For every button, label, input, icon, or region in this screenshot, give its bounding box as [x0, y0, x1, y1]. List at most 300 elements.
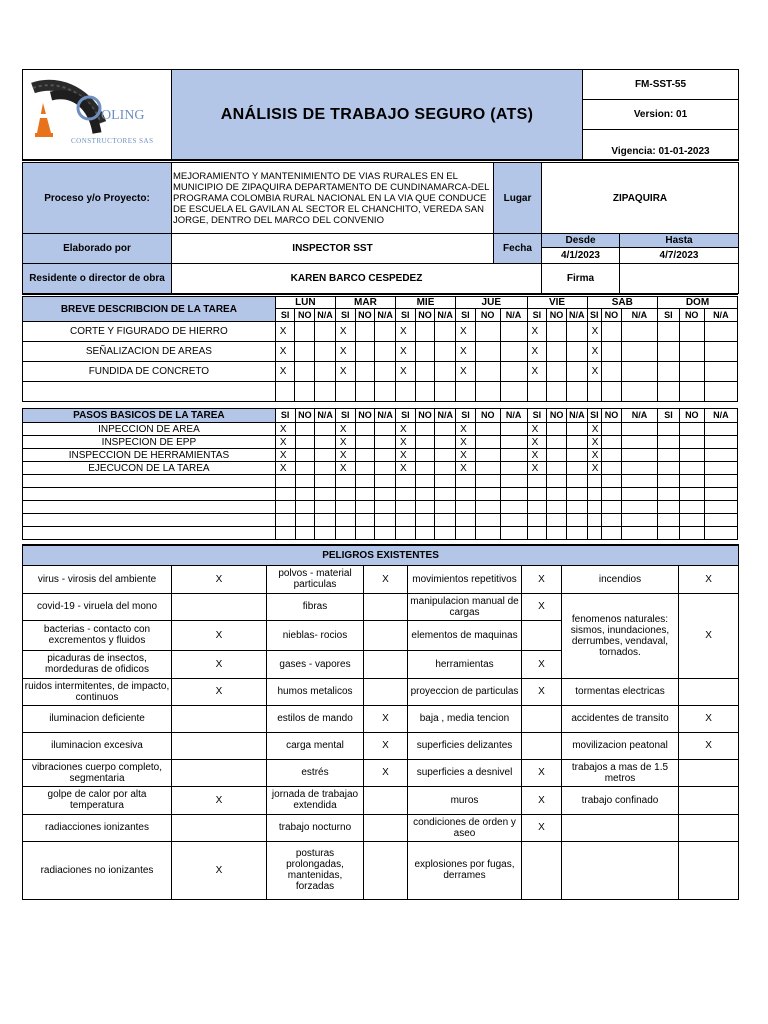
mark-cell[interactable]	[315, 501, 336, 514]
mark-cell[interactable]	[500, 501, 527, 514]
mark-cell[interactable]	[355, 527, 375, 540]
mark-cell[interactable]	[621, 322, 657, 342]
mark-cell[interactable]	[500, 342, 527, 362]
mark-cell[interactable]	[704, 423, 737, 436]
hazard-mark[interactable]: X	[172, 786, 267, 814]
mark-cell[interactable]	[527, 382, 547, 402]
mark-cell[interactable]	[621, 449, 657, 462]
mark-cell[interactable]	[295, 322, 315, 342]
mark-cell[interactable]	[475, 488, 500, 501]
mark-cell[interactable]	[475, 527, 500, 540]
mark-cell[interactable]	[704, 527, 737, 540]
mark-cell[interactable]: X	[456, 423, 476, 436]
mark-cell[interactable]: X	[396, 449, 416, 462]
mark-cell[interactable]	[335, 514, 355, 527]
mark-cell[interactable]: X	[396, 423, 416, 436]
mark-cell[interactable]	[295, 488, 315, 501]
mark-cell[interactable]	[375, 462, 396, 475]
mark-cell[interactable]	[602, 322, 622, 342]
mark-cell[interactable]	[415, 322, 435, 342]
hazard-mark[interactable]	[172, 705, 267, 732]
mark-cell[interactable]	[658, 342, 680, 362]
mark-cell[interactable]	[602, 436, 622, 449]
hazard-mark[interactable]	[679, 841, 739, 899]
mark-cell[interactable]: X	[456, 322, 476, 342]
mark-cell[interactable]	[679, 475, 704, 488]
mark-cell[interactable]: X	[527, 362, 547, 382]
mark-cell[interactable]: X	[335, 449, 355, 462]
mark-cell[interactable]	[679, 423, 704, 436]
mark-cell[interactable]	[415, 488, 435, 501]
hazard-mark[interactable]	[364, 678, 408, 705]
mark-cell[interactable]	[621, 382, 657, 402]
mark-cell[interactable]: X	[527, 423, 547, 436]
mark-cell[interactable]	[475, 382, 500, 402]
mark-cell[interactable]	[456, 488, 476, 501]
mark-cell[interactable]	[566, 423, 587, 436]
hazard-mark[interactable]: X	[364, 759, 408, 786]
mark-cell[interactable]	[566, 449, 587, 462]
mark-cell[interactable]	[475, 342, 500, 362]
mark-cell[interactable]	[475, 449, 500, 462]
hazard-mark[interactable]: X	[522, 593, 562, 620]
hazard-mark[interactable]	[679, 814, 739, 841]
mark-cell[interactable]	[704, 501, 737, 514]
mark-cell[interactable]	[566, 382, 587, 402]
mark-cell[interactable]	[547, 342, 567, 362]
mark-cell[interactable]	[500, 449, 527, 462]
mark-cell[interactable]	[566, 501, 587, 514]
mark-cell[interactable]	[621, 423, 657, 436]
mark-cell[interactable]	[295, 501, 315, 514]
mark-cell[interactable]	[704, 362, 737, 382]
mark-cell[interactable]: X	[275, 342, 295, 362]
hazard-mark[interactable]: X	[364, 565, 408, 593]
mark-cell[interactable]	[315, 475, 336, 488]
mark-cell[interactable]	[395, 382, 415, 402]
mark-cell[interactable]: X	[527, 322, 547, 342]
mark-cell[interactable]	[475, 475, 500, 488]
mark-cell[interactable]	[679, 322, 704, 342]
mark-cell[interactable]	[704, 488, 737, 501]
mark-cell[interactable]: X	[396, 462, 416, 475]
mark-cell[interactable]: X	[527, 462, 547, 475]
mark-cell[interactable]	[415, 423, 435, 436]
mark-cell[interactable]	[456, 514, 476, 527]
mark-cell[interactable]	[415, 362, 435, 382]
mark-cell[interactable]	[679, 462, 704, 475]
mark-cell[interactable]: X	[456, 362, 476, 382]
mark-cell[interactable]: X	[275, 423, 295, 436]
hazard-mark[interactable]	[364, 814, 408, 841]
mark-cell[interactable]	[315, 382, 336, 402]
mark-cell[interactable]	[375, 514, 396, 527]
mark-cell[interactable]	[396, 501, 416, 514]
mark-cell[interactable]	[500, 382, 527, 402]
mark-cell[interactable]	[415, 501, 435, 514]
mark-cell[interactable]	[475, 501, 500, 514]
mark-cell[interactable]	[415, 382, 435, 402]
mark-cell[interactable]	[456, 475, 476, 488]
mark-cell[interactable]	[621, 488, 657, 501]
mark-cell[interactable]	[295, 514, 315, 527]
mark-cell[interactable]	[602, 475, 622, 488]
mark-cell[interactable]	[375, 322, 396, 342]
mark-cell[interactable]	[335, 527, 355, 540]
mark-cell[interactable]	[315, 423, 336, 436]
mark-cell[interactable]: X	[395, 322, 415, 342]
mark-cell[interactable]	[658, 488, 680, 501]
mark-cell[interactable]	[602, 501, 622, 514]
mark-cell[interactable]	[547, 423, 567, 436]
mark-cell[interactable]	[295, 362, 315, 382]
mark-cell[interactable]	[658, 527, 680, 540]
mark-cell[interactable]	[547, 462, 567, 475]
hazard-mark[interactable]	[679, 786, 739, 814]
mark-cell[interactable]	[475, 514, 500, 527]
mark-cell[interactable]	[602, 527, 622, 540]
mark-cell[interactable]	[435, 527, 456, 540]
firma-value[interactable]	[620, 264, 739, 294]
mark-cell[interactable]	[547, 449, 567, 462]
hazard-mark[interactable]	[679, 759, 739, 786]
mark-cell[interactable]	[587, 475, 602, 488]
mark-cell[interactable]	[295, 342, 315, 362]
mark-cell[interactable]: X	[587, 322, 602, 342]
mark-cell[interactable]	[315, 449, 336, 462]
mark-cell[interactable]	[602, 514, 622, 527]
mark-cell[interactable]	[704, 322, 737, 342]
mark-cell[interactable]	[566, 527, 587, 540]
mark-cell[interactable]	[396, 488, 416, 501]
mark-cell[interactable]	[315, 436, 336, 449]
mark-cell[interactable]	[621, 527, 657, 540]
mark-cell[interactable]	[415, 527, 435, 540]
mark-cell[interactable]	[527, 527, 547, 540]
hazard-mark[interactable]	[172, 759, 267, 786]
mark-cell[interactable]	[658, 436, 680, 449]
mark-cell[interactable]	[396, 514, 416, 527]
mark-cell[interactable]	[679, 436, 704, 449]
mark-cell[interactable]	[295, 449, 315, 462]
mark-cell[interactable]	[375, 501, 396, 514]
mark-cell[interactable]	[335, 475, 355, 488]
mark-cell[interactable]	[355, 514, 375, 527]
hazard-mark[interactable]	[679, 678, 739, 705]
mark-cell[interactable]	[355, 462, 375, 475]
mark-cell[interactable]	[500, 423, 527, 436]
mark-cell[interactable]	[315, 342, 336, 362]
mark-cell[interactable]	[679, 342, 704, 362]
hazard-mark[interactable]	[364, 650, 408, 678]
mark-cell[interactable]	[475, 423, 500, 436]
hazard-mark[interactable]	[522, 732, 562, 759]
mark-cell[interactable]	[435, 342, 456, 362]
mark-cell[interactable]	[704, 449, 737, 462]
mark-cell[interactable]	[547, 382, 567, 402]
mark-cell[interactable]	[415, 462, 435, 475]
mark-cell[interactable]	[435, 436, 456, 449]
mark-cell[interactable]	[435, 423, 456, 436]
mark-cell[interactable]	[315, 527, 336, 540]
mark-cell[interactable]	[566, 436, 587, 449]
mark-cell[interactable]: X	[587, 462, 602, 475]
mark-cell[interactable]	[602, 382, 622, 402]
mark-cell[interactable]	[658, 501, 680, 514]
mark-cell[interactable]	[500, 527, 527, 540]
mark-cell[interactable]: X	[275, 462, 295, 475]
mark-cell[interactable]	[355, 322, 375, 342]
mark-cell[interactable]	[527, 514, 547, 527]
mark-cell[interactable]	[621, 475, 657, 488]
mark-cell[interactable]	[587, 382, 602, 402]
mark-cell[interactable]	[658, 462, 680, 475]
mark-cell[interactable]	[500, 322, 527, 342]
mark-cell[interactable]	[704, 436, 737, 449]
hazard-mark[interactable]	[522, 705, 562, 732]
mark-cell[interactable]	[295, 423, 315, 436]
mark-cell[interactable]	[456, 382, 476, 402]
mark-cell[interactable]	[396, 475, 416, 488]
mark-cell[interactable]	[435, 322, 456, 342]
mark-cell[interactable]: X	[395, 342, 415, 362]
hazard-mark[interactable]: X	[364, 732, 408, 759]
hazard-mark[interactable]	[172, 814, 267, 841]
mark-cell[interactable]	[355, 362, 375, 382]
hazard-mark[interactable]: X	[522, 678, 562, 705]
hazard-mark[interactable]: X	[172, 841, 267, 899]
mark-cell[interactable]	[566, 362, 587, 382]
mark-cell[interactable]	[679, 527, 704, 540]
mark-cell[interactable]	[375, 488, 396, 501]
mark-cell[interactable]	[295, 382, 315, 402]
mark-cell[interactable]	[566, 475, 587, 488]
mark-cell[interactable]	[587, 488, 602, 501]
hazard-mark[interactable]: X	[522, 786, 562, 814]
mark-cell[interactable]	[435, 449, 456, 462]
hazard-mark[interactable]	[522, 841, 562, 899]
mark-cell[interactable]: X	[335, 362, 355, 382]
mark-cell[interactable]	[621, 514, 657, 527]
mark-cell[interactable]	[415, 475, 435, 488]
mark-cell[interactable]	[566, 514, 587, 527]
mark-cell[interactable]	[500, 436, 527, 449]
mark-cell[interactable]	[415, 436, 435, 449]
mark-cell[interactable]	[621, 436, 657, 449]
mark-cell[interactable]	[679, 514, 704, 527]
mark-cell[interactable]	[621, 362, 657, 382]
mark-cell[interactable]	[315, 322, 336, 342]
mark-cell[interactable]	[658, 449, 680, 462]
mark-cell[interactable]	[375, 382, 396, 402]
mark-cell[interactable]: X	[275, 436, 295, 449]
mark-cell[interactable]	[658, 514, 680, 527]
mark-cell[interactable]	[658, 362, 680, 382]
mark-cell[interactable]	[415, 342, 435, 362]
mark-cell[interactable]	[621, 342, 657, 362]
hazard-mark[interactable]: X	[522, 759, 562, 786]
mark-cell[interactable]	[435, 382, 456, 402]
mark-cell[interactable]	[295, 462, 315, 475]
mark-cell[interactable]	[704, 475, 737, 488]
mark-cell[interactable]	[335, 488, 355, 501]
mark-cell[interactable]	[658, 423, 680, 436]
mark-cell[interactable]	[355, 423, 375, 436]
mark-cell[interactable]: X	[335, 423, 355, 436]
mark-cell[interactable]	[500, 462, 527, 475]
mark-cell[interactable]	[295, 475, 315, 488]
mark-cell[interactable]	[602, 362, 622, 382]
mark-cell[interactable]	[475, 322, 500, 342]
mark-cell[interactable]: X	[587, 362, 602, 382]
hazard-mark[interactable]	[364, 593, 408, 620]
mark-cell[interactable]	[566, 488, 587, 501]
mark-cell[interactable]: X	[527, 342, 547, 362]
mark-cell[interactable]: X	[335, 436, 355, 449]
mark-cell[interactable]	[355, 501, 375, 514]
mark-cell[interactable]	[375, 436, 396, 449]
mark-cell[interactable]: X	[335, 342, 355, 362]
mark-cell[interactable]	[547, 514, 567, 527]
mark-cell[interactable]	[587, 501, 602, 514]
mark-cell[interactable]	[375, 449, 396, 462]
mark-cell[interactable]	[315, 462, 336, 475]
mark-cell[interactable]	[547, 362, 567, 382]
mark-cell[interactable]	[547, 488, 567, 501]
mark-cell[interactable]: X	[335, 462, 355, 475]
mark-cell[interactable]: X	[587, 436, 602, 449]
mark-cell[interactable]	[355, 436, 375, 449]
mark-cell[interactable]: X	[587, 423, 602, 436]
mark-cell[interactable]	[475, 462, 500, 475]
mark-cell[interactable]	[500, 475, 527, 488]
mark-cell[interactable]	[547, 501, 567, 514]
mark-cell[interactable]	[475, 362, 500, 382]
mark-cell[interactable]: X	[456, 436, 476, 449]
mark-cell[interactable]	[375, 342, 396, 362]
mark-cell[interactable]	[315, 514, 336, 527]
mark-cell[interactable]	[295, 527, 315, 540]
mark-cell[interactable]	[475, 436, 500, 449]
mark-cell[interactable]: X	[275, 322, 295, 342]
mark-cell[interactable]	[602, 462, 622, 475]
hazard-mark[interactable]: X	[172, 620, 267, 650]
mark-cell[interactable]	[704, 514, 737, 527]
mark-cell[interactable]	[375, 475, 396, 488]
mark-cell[interactable]: X	[587, 342, 602, 362]
mark-cell[interactable]	[315, 362, 336, 382]
mark-cell[interactable]: X	[396, 436, 416, 449]
mark-cell[interactable]	[587, 514, 602, 527]
mark-cell[interactable]	[658, 475, 680, 488]
mark-cell[interactable]	[679, 488, 704, 501]
hazard-mark[interactable]	[172, 593, 267, 620]
mark-cell[interactable]	[500, 488, 527, 501]
hazard-mark[interactable]: X	[679, 732, 739, 759]
hazard-mark[interactable]	[364, 786, 408, 814]
mark-cell[interactable]	[275, 475, 295, 488]
mark-cell[interactable]: X	[527, 449, 547, 462]
hazard-mark[interactable]: X	[172, 565, 267, 593]
mark-cell[interactable]	[415, 514, 435, 527]
mark-cell[interactable]	[355, 449, 375, 462]
mark-cell[interactable]	[355, 475, 375, 488]
mark-cell[interactable]	[275, 501, 295, 514]
mark-cell[interactable]	[566, 322, 587, 342]
mark-cell[interactable]	[335, 501, 355, 514]
mark-cell[interactable]	[500, 514, 527, 527]
hazard-mark[interactable]: X	[522, 814, 562, 841]
mark-cell[interactable]	[375, 527, 396, 540]
mark-cell[interactable]	[547, 436, 567, 449]
mark-cell[interactable]	[704, 382, 737, 402]
hazard-mark[interactable]	[522, 620, 562, 650]
mark-cell[interactable]	[275, 488, 295, 501]
mark-cell[interactable]	[435, 475, 456, 488]
mark-cell[interactable]	[587, 527, 602, 540]
mark-cell[interactable]	[621, 501, 657, 514]
mark-cell[interactable]: X	[335, 322, 355, 342]
mark-cell[interactable]: X	[456, 462, 476, 475]
mark-cell[interactable]	[435, 362, 456, 382]
hazard-mark[interactable]: X	[172, 678, 267, 705]
hazard-mark[interactable]: X	[522, 565, 562, 593]
hazard-mark[interactable]: X	[364, 705, 408, 732]
mark-cell[interactable]	[527, 475, 547, 488]
mark-cell[interactable]	[566, 462, 587, 475]
mark-cell[interactable]: X	[456, 342, 476, 362]
mark-cell[interactable]	[375, 423, 396, 436]
mark-cell[interactable]	[435, 488, 456, 501]
mark-cell[interactable]	[527, 488, 547, 501]
mark-cell[interactable]	[396, 527, 416, 540]
hazard-mark[interactable]	[364, 841, 408, 899]
hazard-mark[interactable]: X	[679, 565, 739, 593]
mark-cell[interactable]	[375, 362, 396, 382]
mark-cell[interactable]	[527, 501, 547, 514]
mark-cell[interactable]	[547, 475, 567, 488]
mark-cell[interactable]	[275, 514, 295, 527]
mark-cell[interactable]	[679, 362, 704, 382]
mark-cell[interactable]	[275, 527, 295, 540]
mark-cell[interactable]: X	[587, 449, 602, 462]
mark-cell[interactable]	[500, 362, 527, 382]
hazard-mark[interactable]: X	[679, 705, 739, 732]
hazard-mark[interactable]: X	[522, 650, 562, 678]
mark-cell[interactable]: X	[275, 362, 295, 382]
mark-cell[interactable]	[621, 462, 657, 475]
hazard-mark[interactable]	[172, 732, 267, 759]
mark-cell[interactable]	[355, 342, 375, 362]
mark-cell[interactable]: X	[527, 436, 547, 449]
mark-cell[interactable]	[679, 382, 704, 402]
mark-cell[interactable]	[704, 342, 737, 362]
mark-cell[interactable]	[547, 322, 567, 342]
mark-cell[interactable]	[355, 382, 375, 402]
hazard-mark[interactable]: X	[679, 593, 739, 678]
mark-cell[interactable]	[602, 449, 622, 462]
mark-cell[interactable]	[602, 342, 622, 362]
mark-cell[interactable]	[456, 501, 476, 514]
hazard-mark[interactable]	[364, 620, 408, 650]
hazard-mark[interactable]: X	[172, 650, 267, 678]
mark-cell[interactable]	[679, 449, 704, 462]
mark-cell[interactable]	[315, 488, 336, 501]
mark-cell[interactable]	[679, 501, 704, 514]
mark-cell[interactable]	[456, 527, 476, 540]
mark-cell[interactable]	[566, 342, 587, 362]
mark-cell[interactable]	[435, 501, 456, 514]
